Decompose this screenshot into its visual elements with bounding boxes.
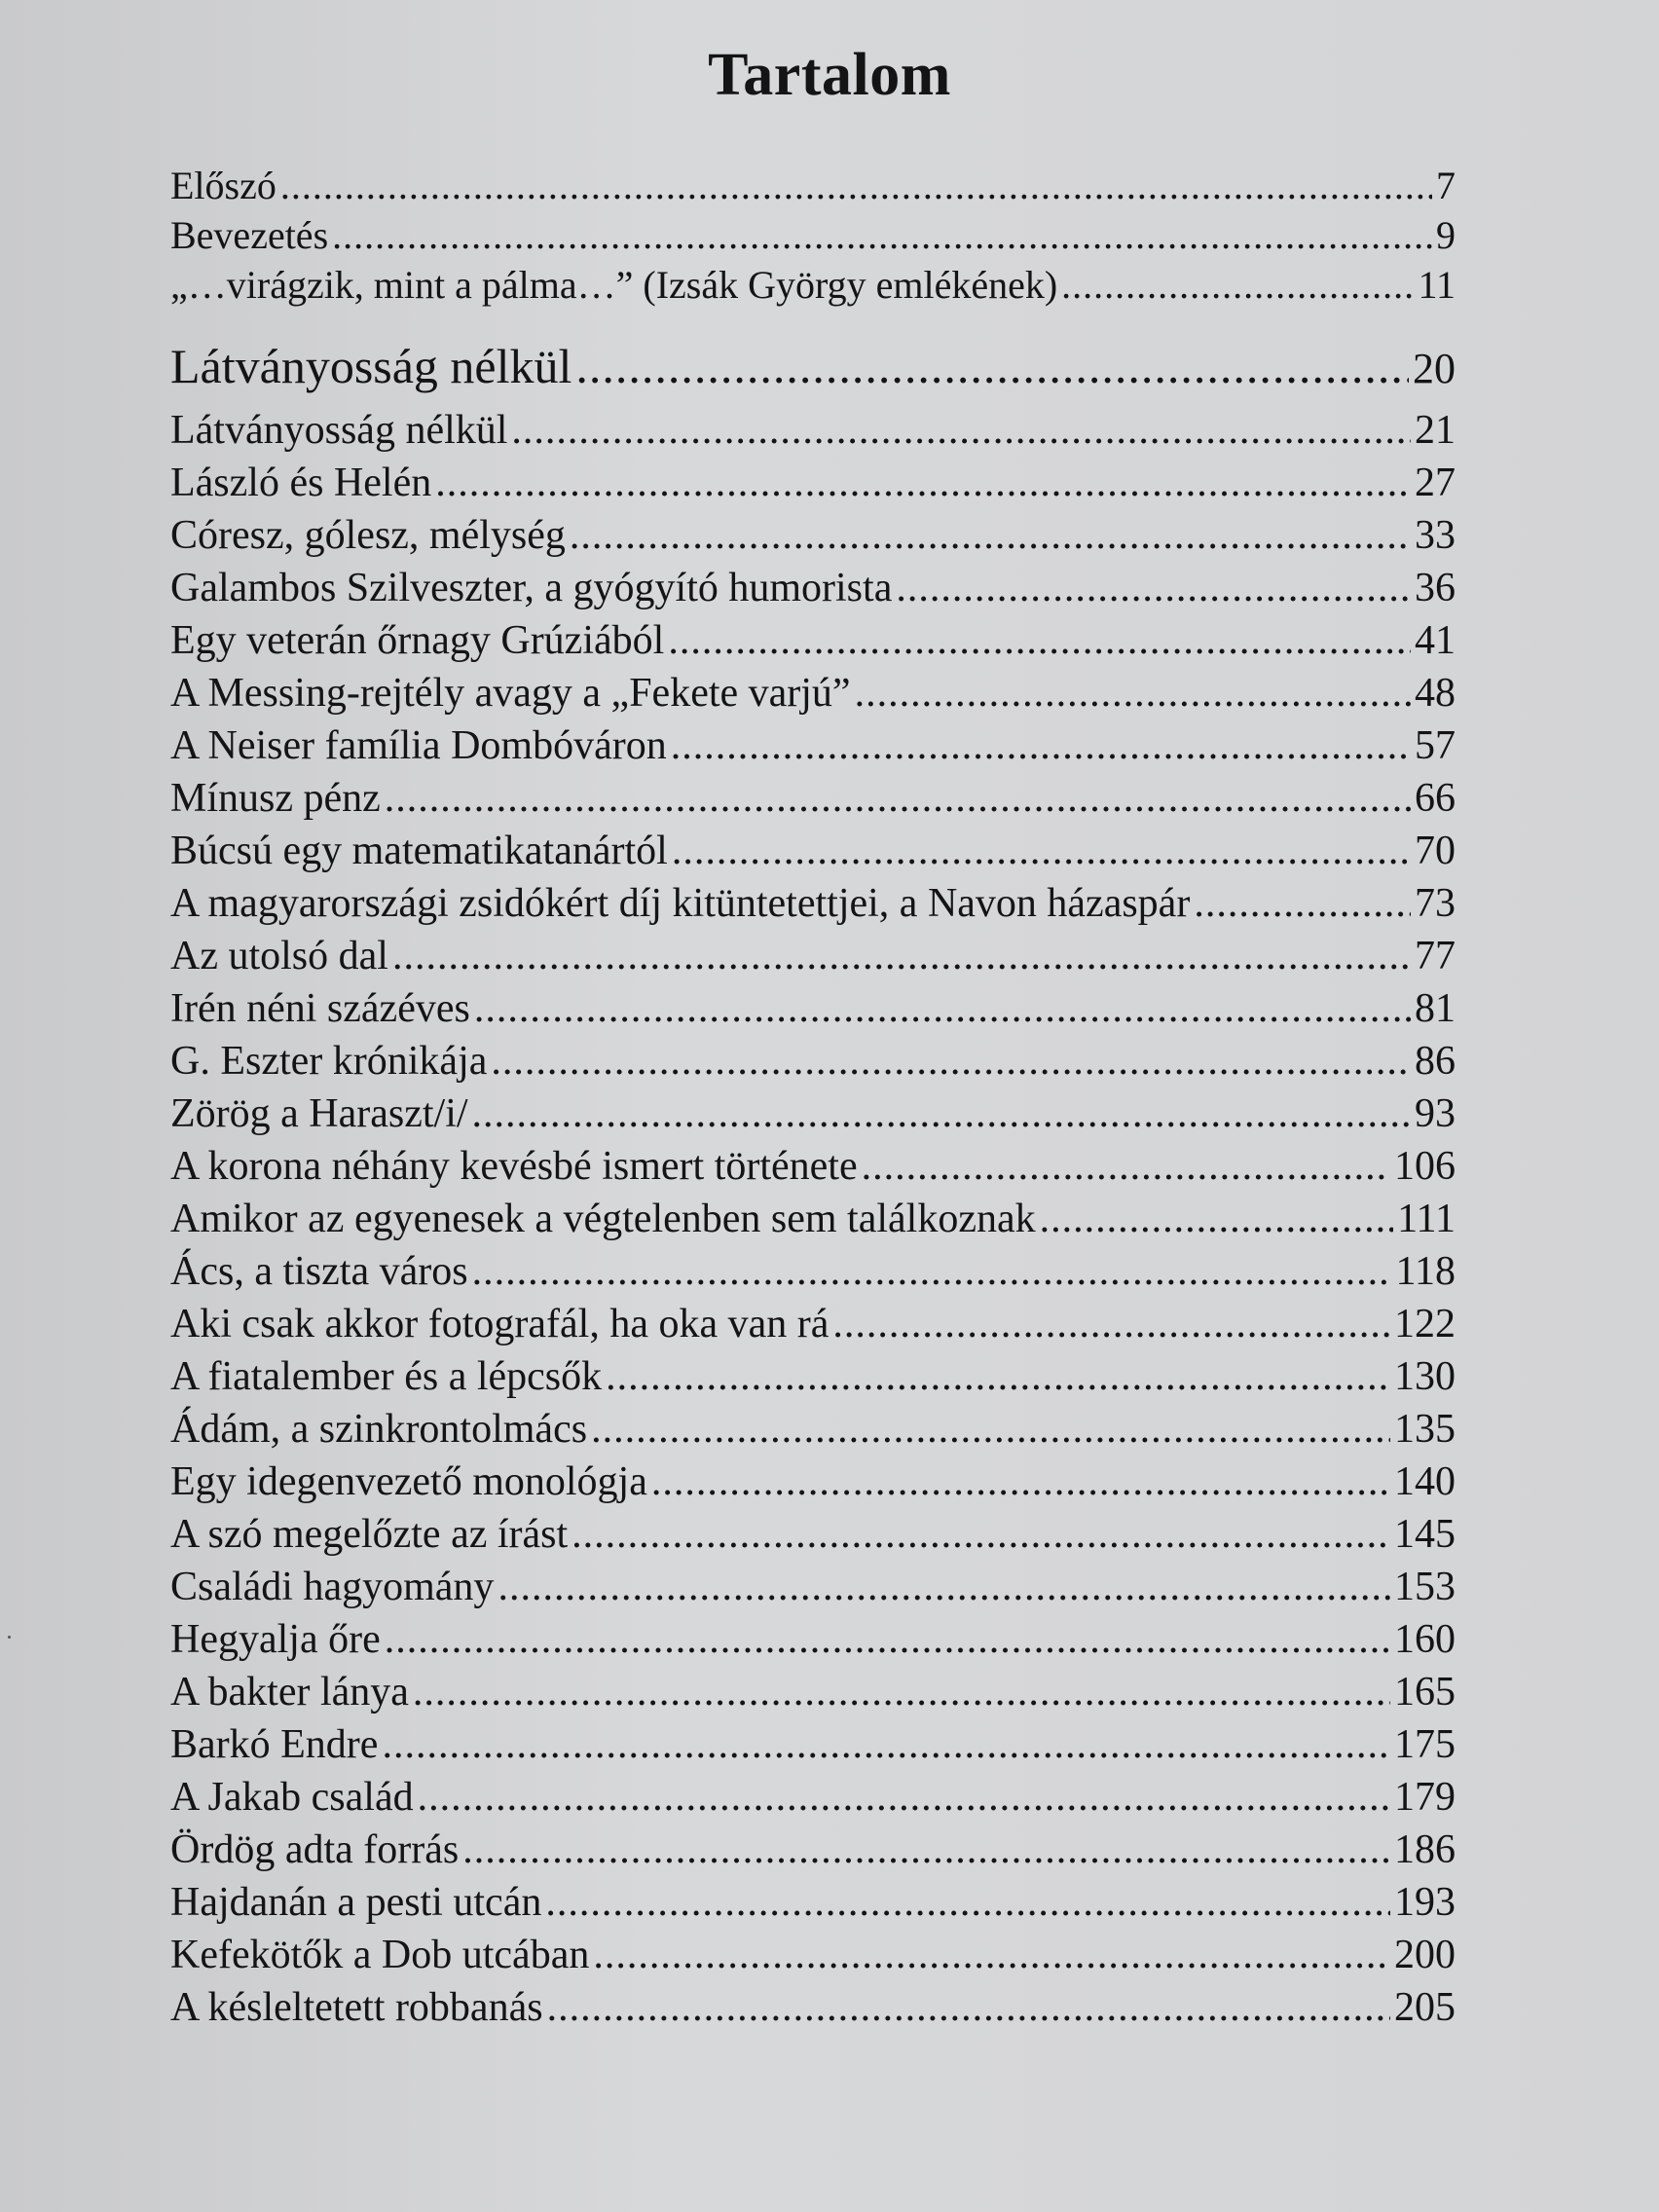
entry-title: Látványosság nélkül (170, 408, 508, 453)
dot-leader (668, 614, 1411, 667)
entry-page-number: 122 (1394, 1302, 1456, 1346)
chapter-list (170, 404, 1456, 2034)
dot-leader (862, 1140, 1390, 1193)
entry-page-number: 33 (1415, 513, 1456, 558)
dot-leader (511, 404, 1411, 457)
dot-leader (462, 1824, 1390, 1876)
entry-title: A Jakab család (170, 1775, 414, 1820)
entry-page-number: 135 (1394, 1407, 1456, 1452)
dot-leader (570, 509, 1411, 562)
dot-leader (392, 930, 1411, 982)
entry-page-number: 153 (1394, 1565, 1456, 1609)
toc-entry (170, 260, 1456, 310)
entry-page-number: 145 (1394, 1512, 1456, 1557)
toc-entry (170, 1245, 1456, 1298)
table-of-contents (170, 161, 1456, 2034)
dot-leader (382, 1718, 1390, 1771)
toc-entry (170, 457, 1456, 509)
entry-title: László és Helén (170, 461, 432, 505)
dot-leader (606, 1350, 1390, 1403)
dot-leader (1040, 1193, 1393, 1245)
entry-title: A bakter lánya (170, 1670, 409, 1714)
entry-page-number: 165 (1394, 1670, 1456, 1714)
entry-title: Zörög a Haraszt/i/ (170, 1091, 468, 1136)
section-heading (170, 331, 1456, 404)
entry-title: Bevezetés (170, 213, 329, 257)
dot-leader (498, 1561, 1390, 1613)
entry-title: A magyarországi zsidókért díj kitüntetettjei, a Navon házaspár (170, 881, 1191, 926)
entry-title: Hajdanán a pesti utcán (170, 1880, 542, 1925)
toc-entry (170, 1771, 1456, 1824)
dot-leader (418, 1771, 1390, 1824)
dot-leader (413, 1666, 1390, 1718)
dot-leader (435, 457, 1411, 509)
entry-title: Barkó Endre (170, 1722, 379, 1767)
entry-title: A fiatalember és a lépcsők (170, 1354, 603, 1399)
entry-page-number: 7 (1436, 164, 1456, 207)
section-title: Látványosság nélkül (170, 339, 572, 393)
toc-entry (170, 161, 1456, 210)
dot-leader (671, 719, 1411, 772)
entry-title: Egy veterán őrnagy Grúziából (170, 618, 665, 663)
entry-title: Galambos Szilveszter, a gyógyító humorista (170, 566, 893, 610)
entry-page-number: 93 (1415, 1091, 1456, 1136)
dot-leader (474, 982, 1411, 1035)
dot-leader (896, 562, 1411, 614)
front-matter-list (170, 161, 1456, 310)
entry-title: Córesz, gólesz, mélység (170, 513, 566, 558)
dot-leader (1061, 260, 1414, 310)
toc-entry (170, 1456, 1456, 1508)
entry-page-number: 193 (1394, 1880, 1456, 1925)
dot-leader (575, 331, 1409, 401)
entry-page-number: 111 (1397, 1197, 1456, 1241)
entry-page-number: 27 (1415, 461, 1456, 505)
entry-page-number: 57 (1415, 723, 1456, 768)
entry-page-number: 86 (1415, 1039, 1456, 1084)
entry-page-number: 179 (1394, 1775, 1456, 1820)
dot-leader (571, 1508, 1390, 1561)
toc-entry (170, 1140, 1456, 1193)
entry-page-number: 200 (1394, 1933, 1456, 1977)
toc-entry (170, 930, 1456, 982)
entry-title: Előszó (170, 164, 276, 207)
dot-leader (832, 1298, 1390, 1350)
toc-entry (170, 1666, 1456, 1718)
toc-entry (170, 562, 1456, 614)
toc-entry (170, 1876, 1456, 1929)
dot-leader (591, 1403, 1390, 1456)
entry-title: Búcsú egy matematikatanártól (170, 829, 668, 873)
entry-title: Családi hagyomány (170, 1565, 495, 1609)
entry-title: Hegyalja őre (170, 1617, 381, 1662)
entry-page-number: 175 (1394, 1722, 1456, 1767)
toc-entry (170, 1193, 1456, 1245)
dot-leader (593, 1929, 1390, 1981)
entry-title: Irén néni százéves (170, 986, 470, 1031)
toc-entry (170, 772, 1456, 825)
entry-title: „…virágzik, mint a pálma…” (Izsák György emlékének) (170, 263, 1058, 307)
entry-page-number: 48 (1415, 671, 1456, 716)
toc-entry (170, 614, 1456, 667)
toc-entry (170, 1035, 1456, 1088)
entry-page-number: 77 (1415, 934, 1456, 978)
entry-page-number: 106 (1394, 1144, 1456, 1189)
entry-title: Egy idegenvezető monológja (170, 1459, 647, 1504)
paper-speck (8, 1636, 11, 1639)
entry-title: Ács, a tiszta város (170, 1249, 468, 1294)
dot-leader (1194, 877, 1411, 930)
entry-title: A késleltetett robbanás (170, 1985, 543, 2030)
toc-entry (170, 1088, 1456, 1140)
entry-page-number: 9 (1436, 213, 1456, 257)
toc-entry (170, 404, 1456, 457)
entry-page-number: 11 (1418, 263, 1456, 307)
entry-page-number: 36 (1415, 566, 1456, 610)
toc-entry (170, 1613, 1456, 1666)
dot-leader (545, 1876, 1390, 1929)
dot-leader (332, 210, 1432, 260)
entry-page-number: 118 (1395, 1249, 1456, 1294)
page-title: Tartalom (708, 42, 951, 108)
toc-entry (170, 1981, 1456, 2034)
entry-page-number: 160 (1394, 1617, 1456, 1662)
dot-leader (280, 161, 1432, 210)
toc-entry (170, 719, 1456, 772)
toc-entry (170, 982, 1456, 1035)
toc-entry (170, 1929, 1456, 1981)
entry-page-number: 73 (1415, 881, 1456, 926)
entry-title: Kefekötők a Dob utcában (170, 1933, 590, 1977)
entry-title: Mínusz pénz (170, 776, 381, 821)
entry-title: A Neiser família Dombóváron (170, 723, 667, 768)
entry-title: Ádám, a szinkrontolmács (170, 1407, 588, 1452)
entry-title: A Messing-rejtély avagy a „Fekete varjú” (170, 671, 851, 716)
entry-title: G. Eszter krónikája (170, 1039, 488, 1084)
entry-page-number: 66 (1415, 776, 1456, 821)
entry-title: A korona néhány kevésbé ismert története (170, 1144, 858, 1189)
entry-page-number: 70 (1415, 829, 1456, 873)
toc-entry (170, 1350, 1456, 1403)
entry-title: Ördög adta forrás (170, 1827, 460, 1872)
section-page-number: 20 (1413, 345, 1456, 392)
toc-entry (170, 1403, 1456, 1456)
toc-entry (170, 1298, 1456, 1350)
entry-page-number: 21 (1415, 408, 1456, 453)
toc-entry (170, 1561, 1456, 1613)
entry-page-number: 186 (1394, 1827, 1456, 1872)
toc-entry (170, 210, 1456, 260)
toc-entry (170, 825, 1456, 877)
dot-leader (385, 1613, 1390, 1666)
dot-leader (547, 1981, 1390, 2034)
entry-page-number: 140 (1394, 1459, 1456, 1504)
dot-leader (491, 1035, 1411, 1088)
entry-page-number: 81 (1415, 986, 1456, 1031)
entry-page-number: 205 (1394, 1985, 1456, 2030)
toc-entry (170, 667, 1456, 719)
entry-title: Aki csak akkor fotografál, ha oka van rá (170, 1302, 830, 1346)
dot-leader (855, 667, 1411, 719)
toc-entry (170, 509, 1456, 562)
entry-title: A szó megelőzte az írást (170, 1512, 569, 1557)
entry-page-number: 41 (1415, 618, 1456, 663)
dot-leader (672, 825, 1411, 877)
entry-title: Amikor az egyenesek a végtelenben sem találkoznak (170, 1197, 1036, 1241)
entry-title: Az utolsó dal (170, 934, 388, 978)
dot-leader (385, 772, 1411, 825)
dot-leader (651, 1456, 1390, 1508)
entry-page-number: 130 (1394, 1354, 1456, 1399)
toc-entry (170, 1718, 1456, 1771)
toc-entry (170, 1824, 1456, 1876)
dot-leader (472, 1088, 1411, 1140)
dot-leader (472, 1245, 1392, 1298)
toc-entry (170, 877, 1456, 930)
toc-entry (170, 1508, 1456, 1561)
